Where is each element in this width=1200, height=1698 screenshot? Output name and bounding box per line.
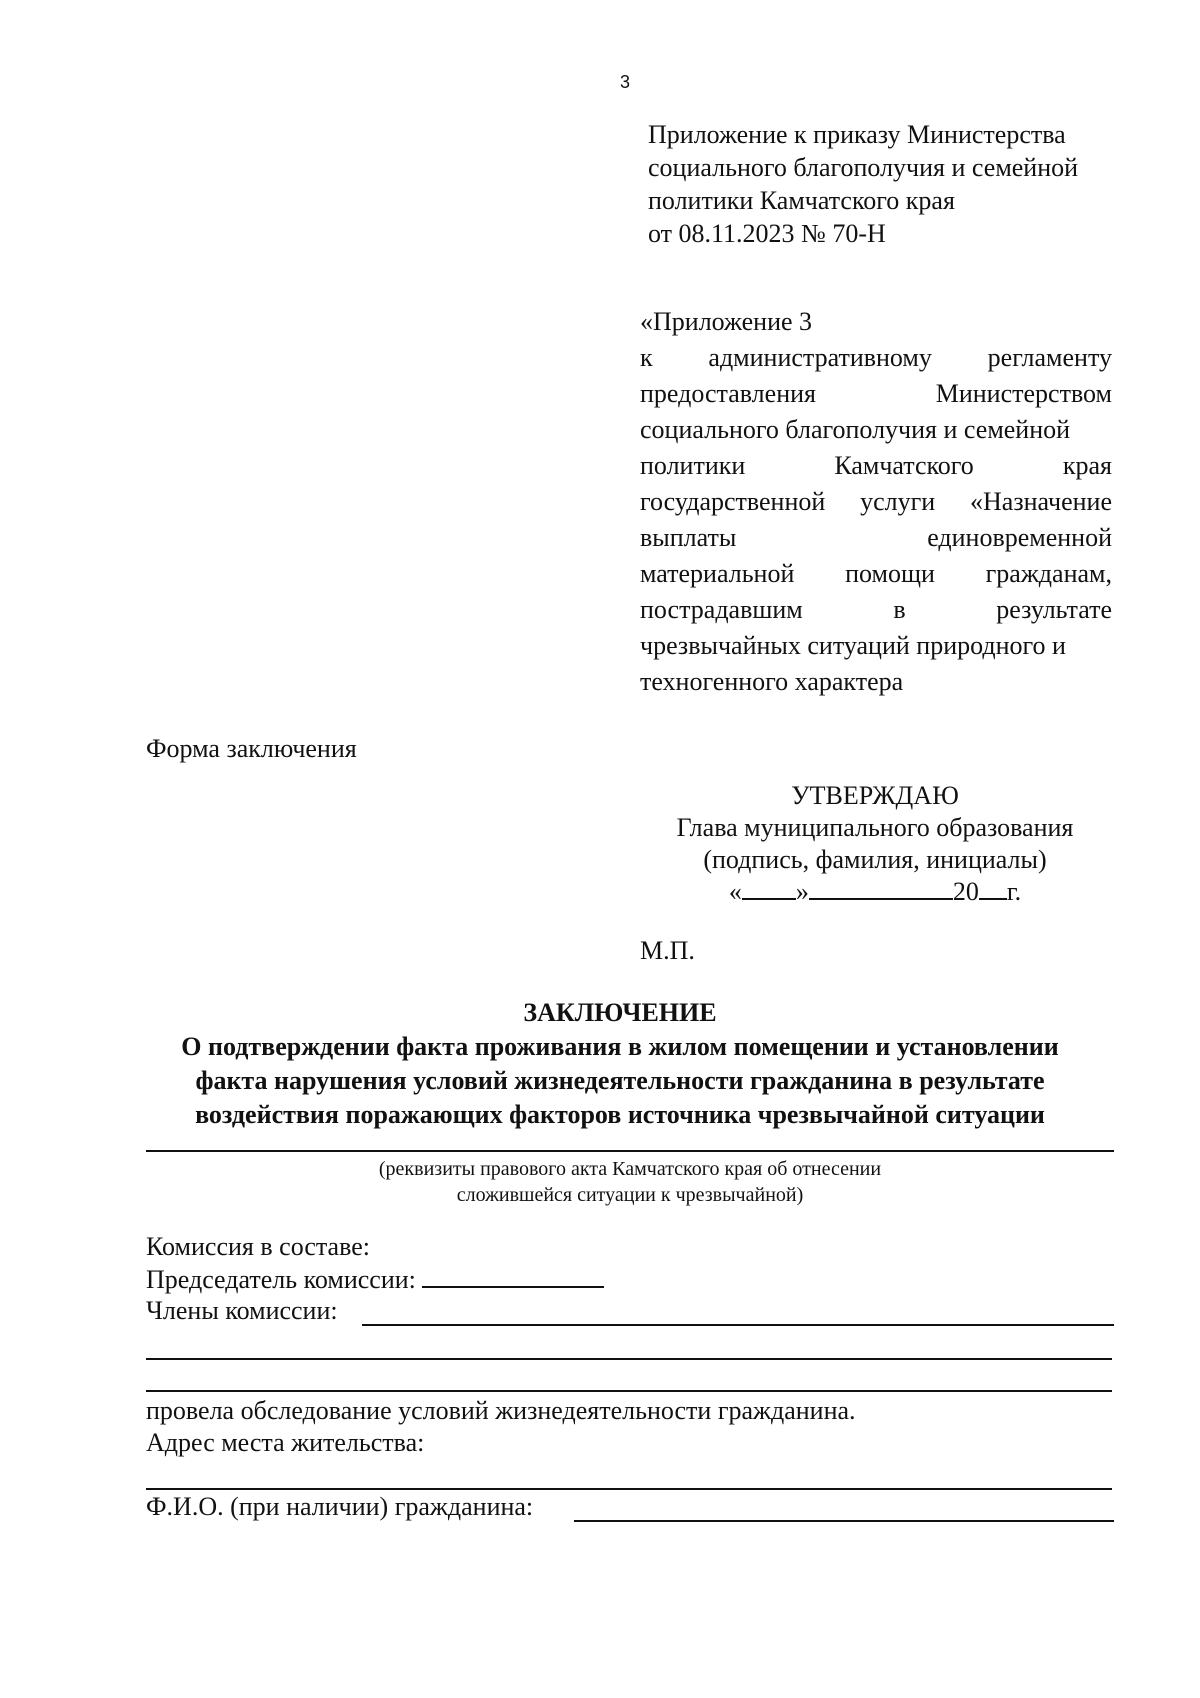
appendix3-word: Камчатского [834,451,974,480]
appendix3-word: Министерством [935,379,1112,408]
act-details-line [146,1150,1114,1152]
act-hint-line: (реквизиты правового акта Камчатского края об отнесении [378,1158,882,1180]
address-blank [146,1488,1112,1490]
appendix3-word: пострадавшим [640,595,803,624]
appendix3-line [640,592,1112,628]
members-blank [362,1324,1114,1326]
stamp-label: М.П. [640,936,695,965]
conclusion-subtitle-line: факта нарушения условий жизнедеятельности гражданина в результате [195,1066,1045,1095]
form-label: Форма заключения [146,734,357,763]
appendix3-word: в [893,595,906,624]
appendix3-line [640,376,1112,412]
month-blank [809,876,953,900]
appendix3-word: материальной [640,559,795,588]
appendix3-word: услуги [860,487,936,516]
appendix3-word: к [640,343,653,372]
appendix3-line [640,340,1112,376]
appendix3-word: единовременной [927,523,1112,552]
appendix3-word: предоставления [640,379,816,408]
appendix3-word: края [1062,451,1112,480]
appendix3-word: государственной [640,487,826,516]
appendix3-word: выплаты [640,523,737,552]
header-line: социального благополучия и семейной [648,153,1079,182]
appendix3-line [640,448,1112,484]
page-number: 3 [620,72,631,92]
header-line: политики Камчатского края [648,186,955,215]
appendix3-line [640,628,1112,664]
appendix3-first-line: «Приложение 3 [640,307,813,336]
act-details-hint [146,1156,1114,1208]
act-hint-line: сложившейся ситуации к чрезвычайной) [456,1184,804,1206]
commission-composition: Комиссия в составе: [146,1232,370,1261]
fio-blank [574,1520,1114,1522]
date-close-quote: » [795,877,809,906]
day-blank [742,876,796,900]
fio-label: Ф.И.О. (при наличии) гражданина: [146,1492,534,1521]
conclusion-subtitle-line: воздействия поражающих факторов источника чрезвычайной ситуации [195,1100,1045,1129]
members-label: Члены комиссии: [146,1296,338,1325]
appendix3-word: «Назначение [970,487,1112,516]
appendix3-word: помощи [845,559,935,588]
appendix3-line [640,412,1112,448]
appendix3-block [640,304,1112,700]
approval-date-line [640,876,1110,908]
appendix3-line [640,520,1112,556]
approval-signature-hint: (подпись, фамилия, инициалы) [703,845,1047,874]
approval-title: УТВЕРЖДАЮ [791,781,959,810]
date-suffix: г. [1006,877,1022,906]
header-line: от 08.11.2023 № 70-Н [648,219,886,248]
appendix3-word: результате [996,595,1112,624]
appendix3-line [640,484,1112,520]
appendix3-word: административному [708,343,932,372]
date-open-quote: « [728,877,742,906]
appendix3-word: гражданам, [985,559,1112,588]
conclusion-title: ЗАКЛЮЧЕНИЕ [523,998,717,1027]
chairman-blank [422,1264,604,1288]
appendix3-word: социального благополучия и семейной [640,415,1071,444]
conclusion-subtitle-line: О подтверждении факта проживания в жилом помещении и установлении [181,1032,1059,1061]
appendix3-last-line: техногенного характера [640,667,904,696]
conclusion-title-block [100,996,1140,1132]
appendix3-word: политики [640,451,746,480]
appendix3-word: регламенту [987,343,1112,372]
year-blank [979,876,1007,900]
appendix3-line [640,556,1112,592]
header-line: Приложение к приказу Министерства [648,120,1066,149]
address-label: Адрес места жительства: [146,1428,425,1457]
members-blank-2 [146,1358,1112,1360]
members-blank-3 [146,1390,1112,1392]
chairman-label: Председатель комиссии: [146,1265,416,1294]
approval-position: Глава муниципального образования [676,813,1074,842]
date-year: 20 [952,877,979,906]
appendix3-word: чрезвычайных ситуаций природного и [640,631,1066,660]
survey-text: провела обследование условий жизнедеятельности гражданина. [146,1396,856,1425]
chairman-line [146,1264,604,1295]
order-appendix-header [648,118,1118,250]
approval-block [640,780,1110,908]
